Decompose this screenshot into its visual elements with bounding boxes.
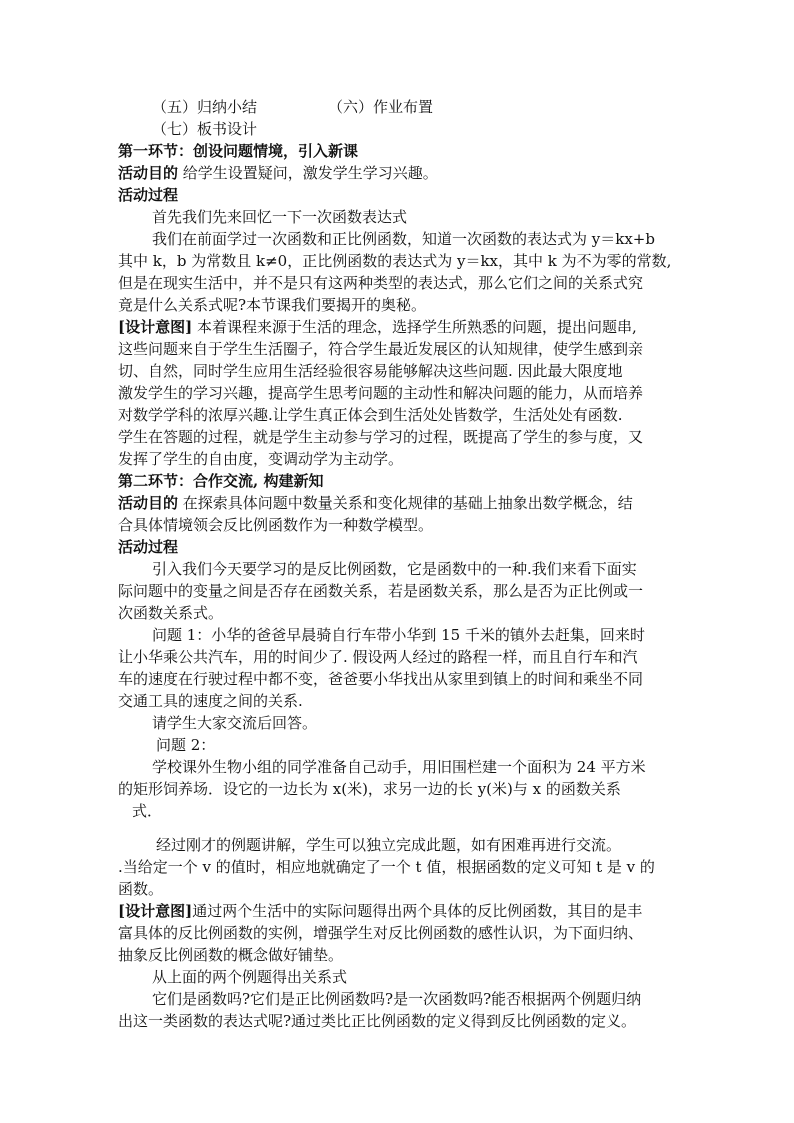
section2-design-line: 抽象反比例函数的概念做好铺垫。 <box>118 946 344 964</box>
section2-design-line: 通过两个生活中的实际问题得出两个具体的反比例函数，其目的是丰 <box>192 902 643 920</box>
problem-1-line: 让小华乘公共汽车，用的时间少了. 假设两人经过的路程一样，而且自行车和汽 <box>118 648 638 666</box>
section2-line: 经过刚才的例题讲解，学生可以独立完成此题，如有困难再进行交流。 <box>156 836 622 854</box>
section1-design-label: [设计意图] <box>118 318 193 336</box>
outline-item-7: （七）板书设计 <box>152 120 258 138</box>
section2-line: 请学生大家交流后回答。 <box>152 714 318 732</box>
section1-design-line: 切、自然，同时学生应用生活经验很容易能够解决这些问题. 因此最大限度地 <box>118 362 623 380</box>
section1-line: 竟是什么关系式呢?本节课我们要揭开的奥秘。 <box>118 296 427 314</box>
section2-goal-line: 在探索具体问题中数量关系和变化规律的基础上抽象出数学概念，结 <box>178 494 633 512</box>
section1-line: 但是在现实生活中，并不是只有这两种类型的表达式，那么它们之间的关系式究 <box>118 274 644 292</box>
problem-2-line: 学校课外生物小组的同学准备自己动手，用旧围栏建一个面积为 24 平方米 <box>152 758 646 776</box>
section2-design <box>118 900 642 922</box>
section2-line: 函数。 <box>118 880 164 898</box>
outline-item-6: （六）作业布置 <box>328 98 434 116</box>
problem-1-line: 问题 1：小华的爸爸早晨骑自行车带小华到 15 千米的镇外去赶集，回来时 <box>152 626 645 644</box>
problem-2-line: 式． <box>132 802 163 820</box>
section1-goal-label: 活动目的 <box>118 164 179 182</box>
section2-line: 次函数关系式。 <box>118 604 224 622</box>
section1-goal <box>118 162 438 184</box>
closing-line: 它们是函数吗?它们是正比例函数吗?是一次函数吗?能否根据两个例题归纳 <box>152 990 642 1008</box>
section1-goal-text: 给学生设置疑问，激发学生学习兴趣。 <box>178 164 438 182</box>
section2-goal-line: 合具体情境领会反比例函数作为一种数学模型。 <box>118 516 434 534</box>
section2-design-label: [设计意图] <box>118 902 193 920</box>
section1-design-line: 激发学生的学习兴趣，提高学生思考问题的主动性和解决问题的能力，从而培养 <box>118 384 644 402</box>
section2-title: 第二环节：合作交流, 构建新知 <box>118 472 324 490</box>
section1-design-line: 这些问题来自于学生生活圈子，符合学生最近发展区的认知规律，使学生感到亲 <box>118 340 644 358</box>
section2-process-label: 活动过程 <box>118 538 179 556</box>
section2-line: .当给定一个 v 的值时，相应地就确定了一个 t 值，根据函数的定义可知 t 是 v 的 <box>118 858 655 876</box>
section1-line: 我们在前面学过一次函数和正比例函数，知道一次函数的表达式为 y＝kx+b <box>152 230 655 248</box>
section2-design-line: 富具体的反比例函数的实例，增强学生对反比例函数的感性认识，为下面归纳、 <box>118 924 644 942</box>
problem-1-line: 车的速度在行驶过程中都不变，爸爸要小华找出从家里到镇上的时间和乘坐不同 <box>118 670 644 688</box>
section1-line: 首先我们先来回忆一下一次函数表达式 <box>152 208 408 226</box>
section1-title: 第一环节：创设问题情境，引入新课 <box>118 142 359 160</box>
section1-design-line: 对数学学科的浓厚兴趣.让学生真正体会到生活处处皆数学，生活处处有函数. <box>118 406 623 424</box>
outline-item-5: （五）归纳小结 <box>152 98 258 116</box>
problem-1-line: 交通工具的速度之间的关系. <box>118 692 303 710</box>
section1-design-line: 本着课程来源于生活的理念，选择学生所熟悉的问题，提出问题串, <box>192 318 637 336</box>
closing-line: 出这一类函数的表达式呢?通过类比正比例函数的定义得到反比例函数的定义。 <box>118 1012 637 1030</box>
problem-2-line: 的矩形饲养场．设它的一边长为 x(米)，求另一边的长 y(米)与 x 的函数关系 <box>118 780 621 798</box>
section2-line: 际问题中的变量之间是否存在函数关系，若是函数关系，那么是否为正比例或一 <box>118 582 644 600</box>
section1-design <box>118 316 637 338</box>
section1-line: 其中 k，b 为常数且 k≠0，正比例函数的表达式为 y＝kx，其中 k 为不为零的常数, <box>118 252 672 270</box>
problem-2-label: 问题 2： <box>156 736 216 754</box>
section1-design-line: 发挥了学生的自由度，变调动学为主动学。 <box>118 450 404 468</box>
section2-goal <box>118 492 633 514</box>
section1-process-label: 活动过程 <box>118 186 179 204</box>
section2-goal-label: 活动目的 <box>118 494 179 512</box>
section2-line: 引入我们今天要学习的是反比例函数，它是函数中的一种.我们来看下面实 <box>152 560 637 578</box>
closing-line: 从上面的两个例题得出关系式 <box>152 968 348 986</box>
section1-design-line: 学生在答题的过程，就是学生主动参与学习的过程，既提高了学生的参与度，又 <box>118 428 644 446</box>
